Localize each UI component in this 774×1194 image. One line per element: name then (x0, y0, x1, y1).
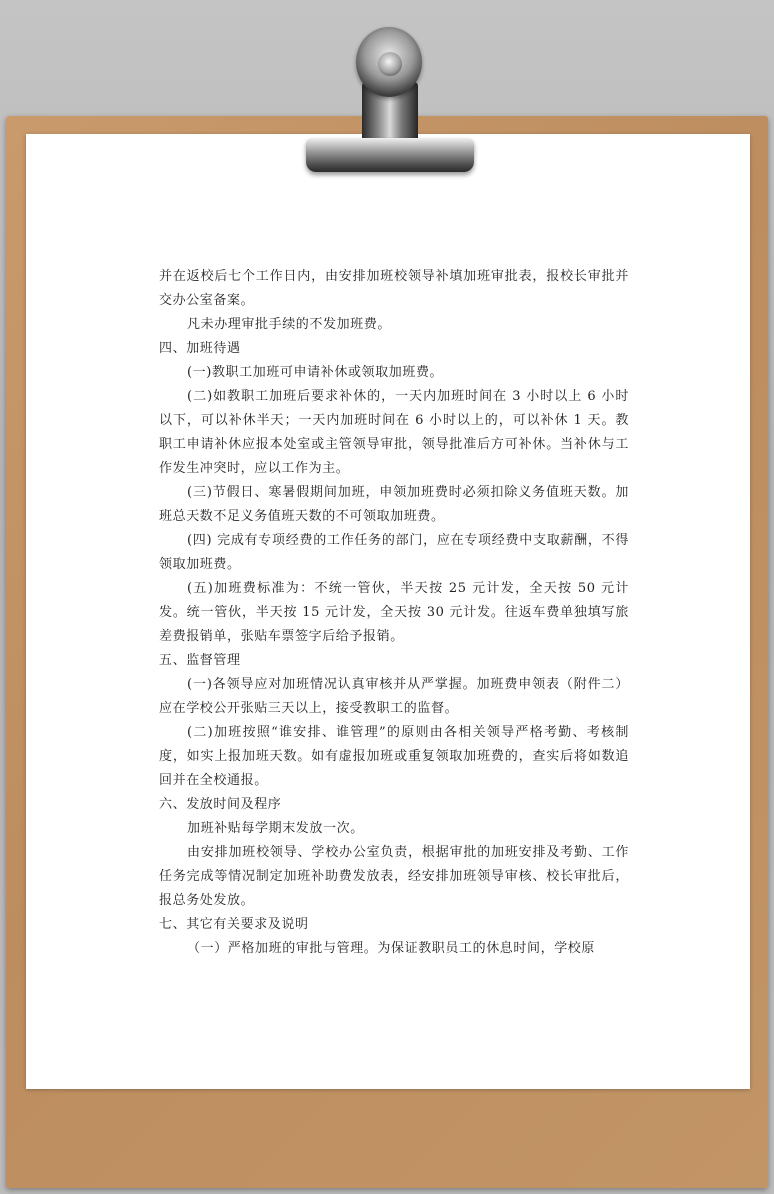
paragraph: 加班补贴每学期末发放一次。 (187, 821, 364, 836)
section-heading: 七、其它有关要求及说明 (159, 917, 309, 932)
paragraph: (二)如教职工加班后要求补休的，一天内加班时间在 3 小时以上 6 小时以下，可以补休半天；一天内加班时间在 6 小时以上的，可以补休 1 天。教职工申请补休应报本处室或主管领导审批，领导批准后方可补休。当补休与工作发生冲突时，应以工作为主。 (159, 389, 629, 476)
binder-clip-bar-icon (306, 138, 474, 172)
paragraph: （一）严格加班的审批与管理。为保证教职员工的休息时间，学校原 (187, 941, 596, 956)
paragraph: (一)各领导应对加班情况认真审核并从严掌握。加班费申领表（附件二）应在学校公开张贴三天以上，接受教职工的监督。 (159, 677, 629, 716)
paragraph: (二)加班按照“谁安排、谁管理”的原则由各相关领导严格考勤、考核制度，如实上报加班天数。如有虚报加班或重复领取加班费的，查实后将如数追回并在全校通报。 (159, 725, 629, 788)
paragraph: (五)加班费标准为：不统一管伙，半天按 25 元计发，全天按 50 元计发。统一管伙，半天按 15 元计发，全天按 30 元计发。往返车费单独填写旅差费报销单，张贴车票签字后给予报销。 (159, 581, 629, 644)
paragraph: 并在返校后七个工作日内，由安排加班校领导补填加班审批表，报校长审批并交办公室备案。 (159, 269, 629, 308)
paragraph: 凡未办理审批手续的不发加班费。 (187, 317, 392, 332)
paragraph: (三)节假日、寒暑假期间加班，申领加班费时必须扣除义务值班天数。加班总天数不足义务值班天数的不可领取加班费。 (159, 485, 629, 524)
section-heading: 六、发放时间及程序 (159, 797, 282, 812)
document-body (159, 265, 629, 961)
paragraph: 由安排加班校领导、学校办公室负责，根据审批的加班安排及考勤、工作任务完成等情况制定加班补助费发放表，经安排加班领导审核、校长审批后，报总务处发放。 (159, 845, 629, 908)
section-heading: 四、加班待遇 (159, 341, 241, 356)
clip-hole (378, 52, 402, 76)
paragraph: (四) 完成有专项经费的工作任务的部门，应在专项经费中支取薪酬，不得领取加班费。 (159, 533, 629, 572)
section-heading: 五、监督管理 (159, 653, 241, 668)
paragraph: (一)教职工加班可申请补休或领取加班费。 (187, 365, 444, 380)
